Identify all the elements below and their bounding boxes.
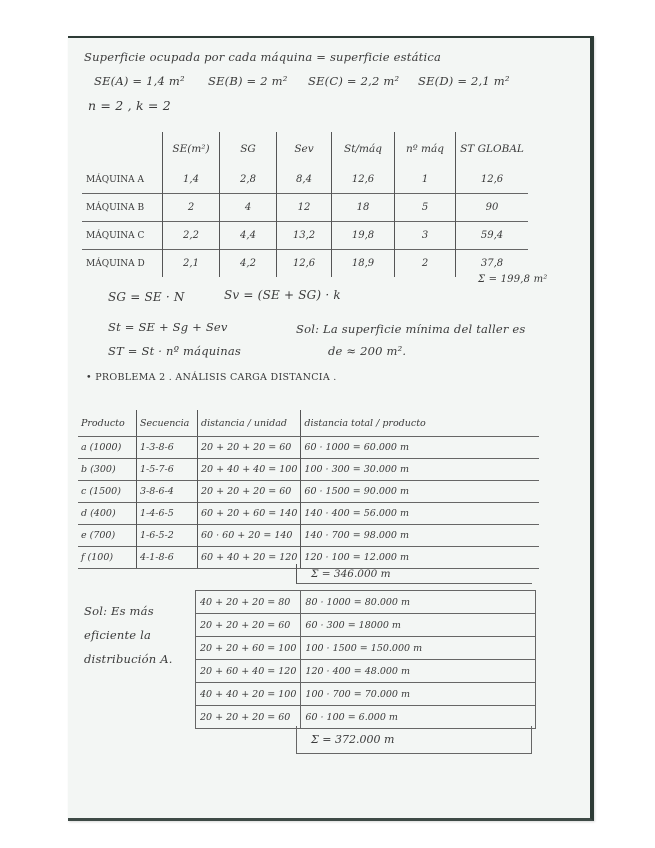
table-header-row bbox=[78, 410, 539, 437]
table-cell: 60 + 40 + 20 = 120 bbox=[198, 547, 301, 569]
table-cell: 4,2 bbox=[220, 250, 277, 278]
formula-stotal: ST = St · nº máquinas bbox=[108, 344, 242, 358]
table-row bbox=[78, 481, 539, 503]
table-cell: 80 · 1000 = 80.000 m bbox=[301, 591, 536, 614]
table-cell: f (100) bbox=[78, 547, 137, 569]
table-cell: 12,6 bbox=[456, 166, 529, 194]
table-row bbox=[196, 660, 536, 683]
column-header: SG bbox=[220, 132, 277, 166]
table-cell: 4 bbox=[220, 194, 277, 222]
table-row bbox=[196, 614, 536, 637]
table-cell: 20 + 40 + 40 = 100 bbox=[198, 459, 301, 481]
table-cell: 1-6-5-2 bbox=[137, 525, 198, 547]
table-cell: 20 + 60 + 40 = 120 bbox=[196, 660, 301, 683]
surface-c: SE(C) = 2,2 m² bbox=[308, 74, 400, 88]
table-cell: 19,8 bbox=[332, 222, 395, 250]
table-cell: 8,4 bbox=[277, 166, 332, 194]
problem-2-title: • PROBLEMA 2 . ANÁLISIS CARGA DISTANCIA . bbox=[86, 372, 337, 383]
table-cell: 12 bbox=[277, 194, 332, 222]
table-row bbox=[82, 250, 528, 278]
column-header: Producto bbox=[78, 410, 137, 437]
column-header: SE(m²) bbox=[163, 132, 220, 166]
row-label: MÁQUINA D bbox=[82, 250, 163, 278]
table-row bbox=[82, 194, 528, 222]
solution-2-line-2: eficiente la bbox=[84, 628, 152, 642]
table-cell: 60 + 20 + 60 = 140 bbox=[198, 503, 301, 525]
table-row bbox=[196, 591, 536, 614]
column-header: St/máq bbox=[332, 132, 395, 166]
table-cell: 140 · 700 = 98.000 m bbox=[301, 525, 540, 547]
distance-total-a: Σ = 346.000 m bbox=[296, 564, 532, 584]
table-cell: 20 + 20 + 20 = 60 bbox=[198, 481, 301, 503]
table-cell: c (1500) bbox=[78, 481, 137, 503]
table-cell: 37,8 bbox=[456, 250, 529, 278]
table-row bbox=[78, 503, 539, 525]
table-cell: b (300) bbox=[78, 459, 137, 481]
table-cell: 3 bbox=[395, 222, 456, 250]
table-cell: 2 bbox=[163, 194, 220, 222]
table-cell: 18 bbox=[332, 194, 395, 222]
table-cell: 2 bbox=[395, 250, 456, 278]
notebook-page bbox=[68, 36, 594, 821]
table-cell: 18,9 bbox=[332, 250, 395, 278]
table-cell: 60 · 60 + 20 = 140 bbox=[198, 525, 301, 547]
column-header: ST GLOBAL bbox=[456, 132, 529, 166]
parameters: n = 2 , k = 2 bbox=[88, 98, 171, 113]
table-cell: 2,1 bbox=[163, 250, 220, 278]
column-header: distancia total / producto bbox=[301, 410, 540, 437]
table-cell: 40 + 20 + 20 = 80 bbox=[196, 591, 301, 614]
table-cell: 1-4-6-5 bbox=[137, 503, 198, 525]
table-cell: 4-1-8-6 bbox=[137, 547, 198, 569]
distance-total-b: Σ = 372.000 m bbox=[296, 726, 532, 754]
table-row bbox=[82, 166, 528, 194]
surface-table bbox=[82, 132, 528, 277]
surface-d: SE(D) = 2,1 m² bbox=[418, 74, 510, 88]
table-row bbox=[196, 683, 536, 706]
table-cell: 20 + 20 + 20 = 60 bbox=[196, 614, 301, 637]
table-cell: 140 · 400 = 56.000 m bbox=[301, 503, 540, 525]
table-cell: 120 · 400 = 48.000 m bbox=[301, 660, 536, 683]
row-label: MÁQUINA C bbox=[82, 222, 163, 250]
formula-sg: SG = SE · N bbox=[108, 290, 185, 304]
table-cell: 5 bbox=[395, 194, 456, 222]
table-cell: 3-8-6-4 bbox=[137, 481, 198, 503]
table-row bbox=[82, 222, 528, 250]
surface-total: Σ = 199,8 m² bbox=[478, 274, 548, 285]
table-row bbox=[78, 525, 539, 547]
table-header-row bbox=[82, 132, 528, 166]
table-cell: 59,4 bbox=[456, 222, 529, 250]
table-row bbox=[78, 437, 539, 459]
table-row bbox=[196, 637, 536, 660]
table-cell: 20 + 20 + 20 = 60 bbox=[198, 437, 301, 459]
table-cell: d (400) bbox=[78, 503, 137, 525]
table-cell: 60 · 100 = 6.000 m bbox=[301, 706, 536, 729]
solution-2-line-1: Sol: Es más bbox=[84, 604, 154, 618]
table-cell: 1-5-7-6 bbox=[137, 459, 198, 481]
table-cell: 40 + 40 + 20 = 100 bbox=[196, 683, 301, 706]
table-cell: 12,6 bbox=[277, 250, 332, 278]
solution-1-line-1: Sol: La superficie mínima del taller es bbox=[296, 322, 526, 336]
table-cell: 60 · 1000 = 60.000 m bbox=[301, 437, 540, 459]
table-cell: a (1000) bbox=[78, 437, 137, 459]
surface-a: SE(A) = 1,4 m² bbox=[94, 74, 185, 88]
column-header: Sev bbox=[277, 132, 332, 166]
table-row bbox=[78, 459, 539, 481]
column-header: distancia / unidad bbox=[198, 410, 301, 437]
table-cell: e (700) bbox=[78, 525, 137, 547]
load-distance-table bbox=[78, 410, 539, 569]
table-cell: 13,2 bbox=[277, 222, 332, 250]
table-cell: 100 · 700 = 70.000 m bbox=[301, 683, 536, 706]
table-cell: 20 + 20 + 60 = 100 bbox=[196, 637, 301, 660]
table-cell: 20 + 20 + 20 = 60 bbox=[196, 706, 301, 729]
table-cell: 120 · 100 = 12.000 m bbox=[301, 547, 540, 569]
table-cell: 100 · 300 = 30.000 m bbox=[301, 459, 540, 481]
formula-st: St = SE + Sg + Sev bbox=[108, 320, 228, 334]
formula-sv: Sv = (SE + SG) · k bbox=[224, 288, 341, 302]
table-cell: 4,4 bbox=[220, 222, 277, 250]
table-cell: 2,2 bbox=[163, 222, 220, 250]
intro-line: Superficie ocupada por cada máquina = superficie estática bbox=[84, 50, 442, 64]
table-cell: 1 bbox=[395, 166, 456, 194]
column-header: nº máq bbox=[395, 132, 456, 166]
table-cell: 1-3-8-6 bbox=[137, 437, 198, 459]
table-cell: 90 bbox=[456, 194, 529, 222]
table-cell: 60 · 1500 = 90.000 m bbox=[301, 481, 540, 503]
solution-1-line-2: de ≈ 200 m². bbox=[328, 344, 407, 358]
table-cell: 60 · 300 = 18000 m bbox=[301, 614, 536, 637]
column-header: Secuencia bbox=[137, 410, 198, 437]
row-label: MÁQUINA B bbox=[82, 194, 163, 222]
table-cell: 2,8 bbox=[220, 166, 277, 194]
row-label: MÁQUINA A bbox=[86, 174, 144, 185]
surface-b: SE(B) = 2 m² bbox=[208, 74, 288, 88]
table-cell: 1,4 bbox=[163, 166, 220, 194]
table-cell: 100 · 1500 = 150.000 m bbox=[301, 637, 536, 660]
solution-2-line-3: distribución A. bbox=[84, 652, 173, 666]
table-cell: 12,6 bbox=[332, 166, 395, 194]
alternative-distance-table bbox=[195, 590, 536, 729]
